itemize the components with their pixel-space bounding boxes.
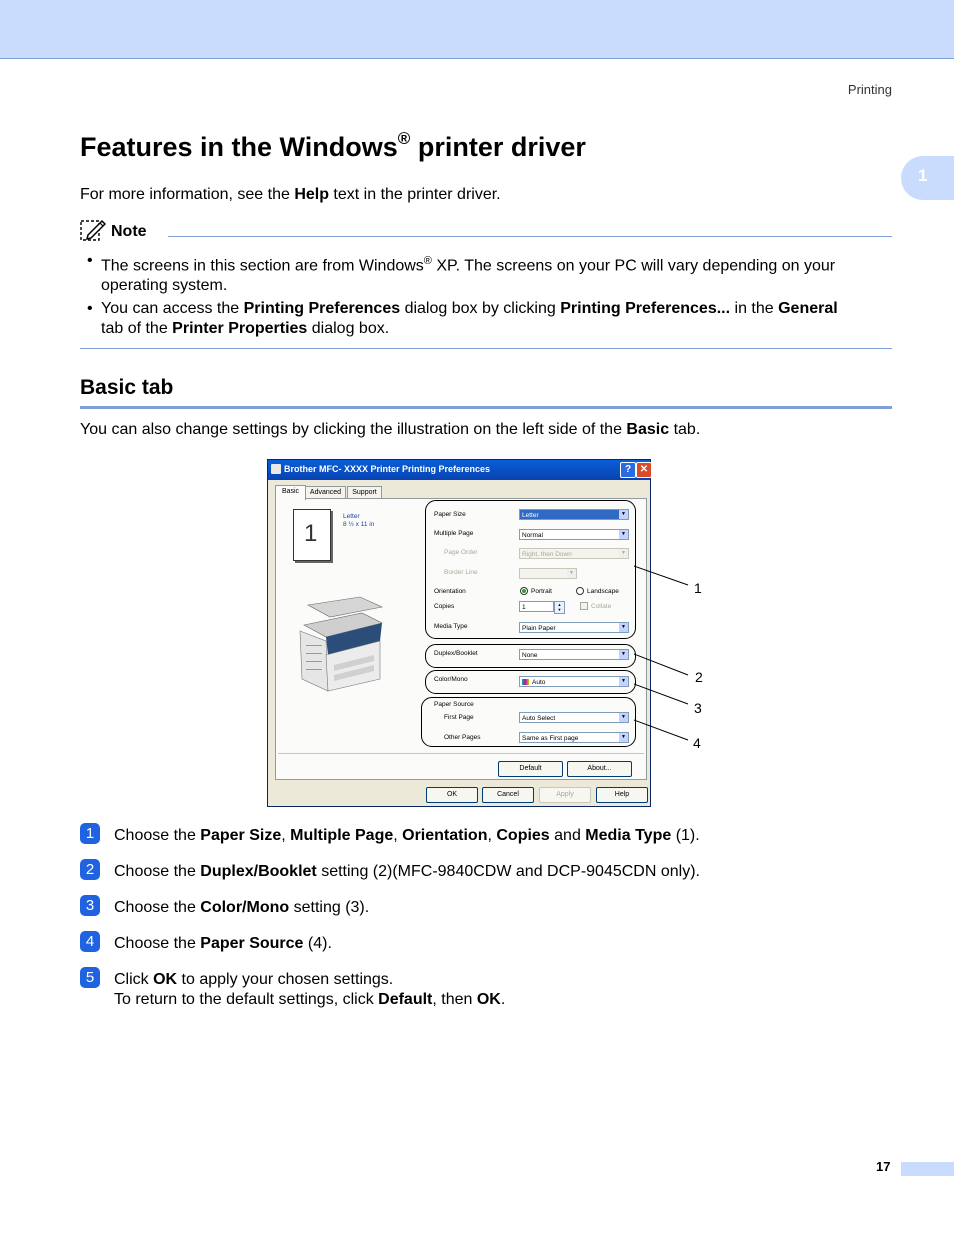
media-type-select[interactable]: Plain Paper ▼ [519,622,629,633]
step-5-number: 5 [80,967,100,988]
paper-size-select[interactable]: Letter ▼ [519,509,629,520]
step-3-number: 3 [80,895,100,916]
note-icon [80,218,106,242]
section-divider [80,406,892,409]
bullet-marker: • [87,300,93,317]
titlebar-close-button[interactable]: ✕ [636,462,652,478]
copies-input[interactable]: 1 [519,601,554,612]
first-page-select[interactable]: Auto Select ▼ [519,712,629,723]
color-icon [522,679,529,685]
dropdown-arrow-icon: ▼ [619,650,628,659]
page-number: 17 [876,1159,891,1174]
copies-spinner[interactable]: ▲ ▼ [554,601,565,614]
step-1-number: 1 [80,823,100,844]
default-button[interactable]: Default [498,761,563,777]
dialog-titlebar [268,460,650,480]
dropdown-arrow-icon: ▼ [619,733,628,742]
titlebar-help-button[interactable]: ? [620,462,636,478]
chapter-tab [901,156,954,200]
other-pages-select[interactable]: Same as First page ▼ [519,732,629,743]
dropdown-arrow-icon: ▼ [619,510,628,519]
dropdown-arrow-icon: ▼ [619,677,628,686]
label-paper-size: Paper Size [434,511,466,518]
note-divider [168,236,892,237]
chapter-number: 1 [918,166,928,185]
label-landscape: Landscape [587,588,619,595]
label-portrait: Portrait [531,588,552,595]
page-order-select[interactable]: Right, then Down ▼ [519,548,629,559]
label-duplex: Duplex/Booklet [434,650,478,657]
note-divider [80,348,892,349]
page-tab [901,1162,954,1176]
page-preview[interactable] [293,509,331,561]
label-color-mono: Color/Mono [434,676,468,683]
tab-basic[interactable]: Basic [275,485,306,500]
label-orientation: Orientation [434,588,466,595]
duplex-select[interactable]: None ▼ [519,649,629,660]
color-mono-select[interactable]: Auto ▼ [519,676,629,687]
callout-4: 4 [693,735,701,751]
label-border-line: Border Line [444,569,478,576]
collate-checkbox[interactable] [580,602,588,610]
step-3-text: Choose the Color/Mono setting (3). [114,899,370,916]
section-text: You can also change settings by clicking the illustration on the left side of the Basic tab. [80,421,701,438]
dropdown-arrow-icon: ▼ [567,569,576,578]
step-4-text: Choose the Paper Source (4). [114,935,332,952]
landscape-radio[interactable] [576,587,584,595]
label-copies: Copies [434,603,455,610]
step-2-text: Choose the Duplex/Booklet setting (2)(MFC-9840CDW and DCP-9045CDN only). [114,863,700,880]
section-heading: Basic tab [80,376,174,399]
label-paper-source: Paper Source [434,701,474,708]
label-other-pages: Other Pages [444,734,481,741]
step-5-text: Click OK to apply your chosen settings. To return to the default settings, click Default, then OK. [114,971,506,1008]
page-title: Features in the Windows® printer driver [80,129,586,162]
label-first-page: First Page [444,714,474,721]
label-media-type: Media Type [434,623,468,630]
multiple-page-select[interactable]: Normal ▼ [519,529,629,540]
bullet-marker: • [87,252,93,269]
panel-divider [278,753,644,754]
about-button[interactable]: About... [567,761,632,777]
dropdown-arrow-icon: ▼ [619,713,628,722]
tab-support[interactable]: Support [347,486,382,499]
cancel-button[interactable]: Cancel [482,787,534,803]
printer-illustration[interactable] [294,595,386,693]
callout-3: 3 [694,700,702,716]
dropdown-arrow-icon: ▼ [619,530,628,539]
printer-icon [271,464,281,474]
printing-preferences-dialog [267,459,651,807]
step-2-number: 2 [80,859,100,880]
tab-advanced[interactable]: Advanced [305,486,346,499]
note-label: Note [111,223,147,240]
dropdown-arrow-icon: ▼ [619,623,628,632]
step-1-text: Choose the Paper Size, Multiple Page, Orientation, Copies and Media Type (1). [114,827,700,844]
basic-tab-panel [275,498,647,780]
header-band [0,0,954,59]
apply-button[interactable]: Apply [539,787,591,803]
intro-text: For more information, see the Help text in the printer driver. [80,186,501,203]
dropdown-arrow-icon: ▼ [619,549,628,558]
note-bullet-2: You can access the Printing Preferences dialog box by clicking Printing Preferences... in the General tab of the Printer Properties dialog box. [101,300,838,337]
section-label: Printing [847,82,892,97]
label-page-order: Page Order [444,549,478,556]
callout-2: 2 [695,669,703,685]
label-multiple-page: Multiple Page [434,530,474,537]
preview-paper-size: Letter [343,513,360,520]
help-button[interactable]: Help [596,787,648,803]
ok-button[interactable]: OK [426,787,478,803]
border-line-select[interactable] [519,568,577,579]
callout-lines [630,560,700,750]
note-bullet-1: The screens in this section are from Windows® XP. The screens on your PC will vary depending on your operating system. [101,255,836,295]
callout-1: 1 [694,580,702,596]
label-collate: Collate [591,603,612,610]
step-4-number: 4 [80,931,100,952]
dialog-title: Brother MFC- XXXX Printer Printing Preferences [284,464,491,474]
portrait-radio[interactable] [520,587,528,595]
preview-paper-dimensions: 8 ½ x 11 in [343,521,375,528]
preview-page-number: 1 [304,520,318,547]
